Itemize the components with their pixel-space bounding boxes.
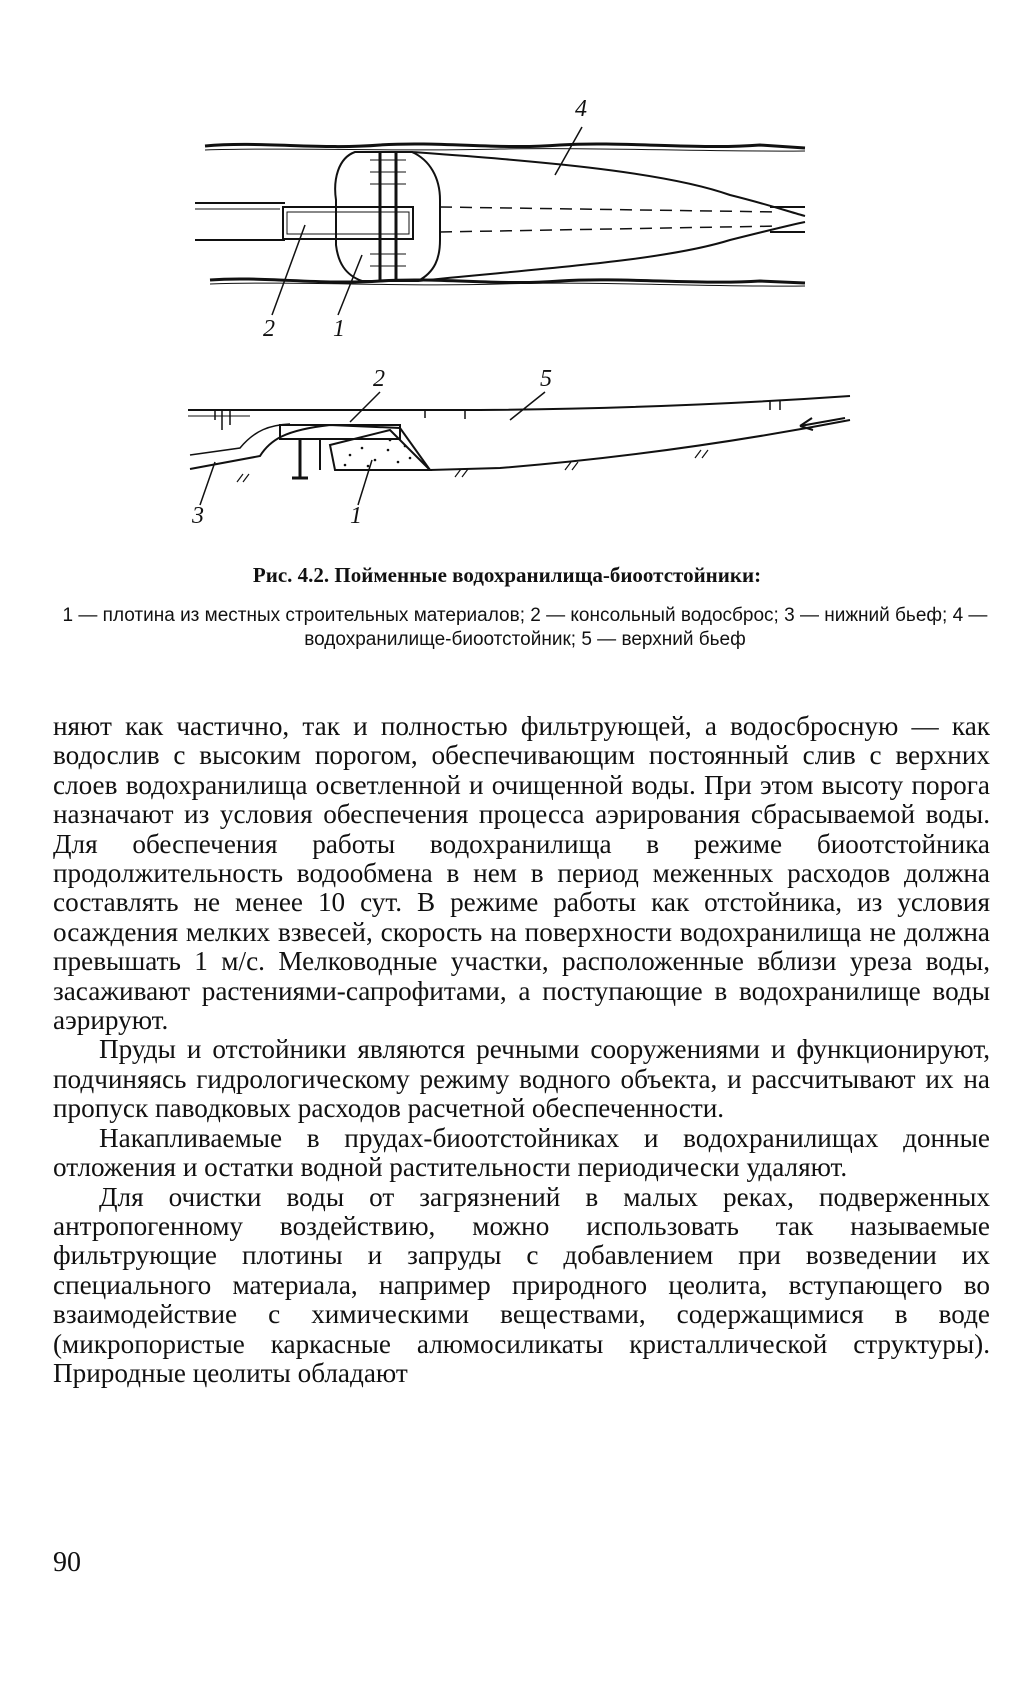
label-1-plan: 1	[333, 316, 345, 342]
label-1-section: 1	[350, 503, 362, 529]
paragraph: Накапливаемые в прудах-биоотстойниках и водохранилищах донные отложения и остатки водной растительности периодически удаляют.	[53, 1122, 990, 1183]
page-number: 90	[53, 1547, 81, 1578]
upper-bank-line	[205, 144, 805, 148]
reservoir-plan	[412, 152, 805, 281]
label-2-section: 2	[373, 366, 385, 392]
paragraph: Для очистки воды от загрязнений в малых реках, подверженных антропогенному воздействию, можно использовать так называемые фильтрующие плотины и запруды с добавлением при возведении их специального материала, например природного цеолита, вступающего во взаимодействие с химическими веществами, содержащимися в воде (микропористые каркасные алюмосиликаты кристаллической структуры). Природные цеолиты обладают	[53, 1181, 990, 1388]
label-3-section: 3	[192, 503, 204, 529]
figure-caption-title: Рис. 4.2. Пойменные водохранилища-биоотстойники:	[252, 563, 762, 587]
water-surface-section	[188, 396, 850, 410]
label-4-plan: 4	[575, 96, 587, 122]
label-5-section: 5	[540, 366, 552, 392]
label-2-plan: 2	[263, 316, 275, 342]
dam-plan	[335, 152, 440, 281]
ground-profile	[190, 420, 850, 470]
paragraph: няют как частично, так и полностью фильтрующей, а водосбросную — как водослив с высоким порогом, обеспечивающим постоянный слив с верхних слоев водохранилища осветленной и очищенной воды. При этом высоту порога назначают из условия обеспечения процесса аэрирования сбрасываемой воды. Для обеспечения работы водохранилища в режиме биоотстойника продолжительность водообмена в нем в период меженных расходов должна составлять не менее 10 сут. В режиме работы как отстойника, из условия осаждения мелких взвесей, скорость на поверхности водохранилища не должна превышать 1 м/с. Мелководные участки, расположенные вблизи уреза воды, засаживают растениями-сапрофитами, а поступающие в водохранилище воды аэрируют.	[53, 711, 990, 1036]
lower-bank-line	[210, 279, 805, 283]
body-text	[53, 712, 990, 1388]
figure-reservoirs	[0, 0, 1014, 560]
figure-caption-legend: 1 — плотина из местных строительных материалов; 2 — консольный водосброс; 3 — нижний бьеф; 4 — водохранилище-биоотстойник; 5 — верхний бьеф	[62, 605, 988, 650]
paragraph: Пруды и отстойники являются речными сооружениями и функционируют, подчиняясь гидрологическому режиму водного объекта, и рассчитывают их на пропуск паводковых расходов расчетной обеспеченности.	[53, 1034, 990, 1124]
